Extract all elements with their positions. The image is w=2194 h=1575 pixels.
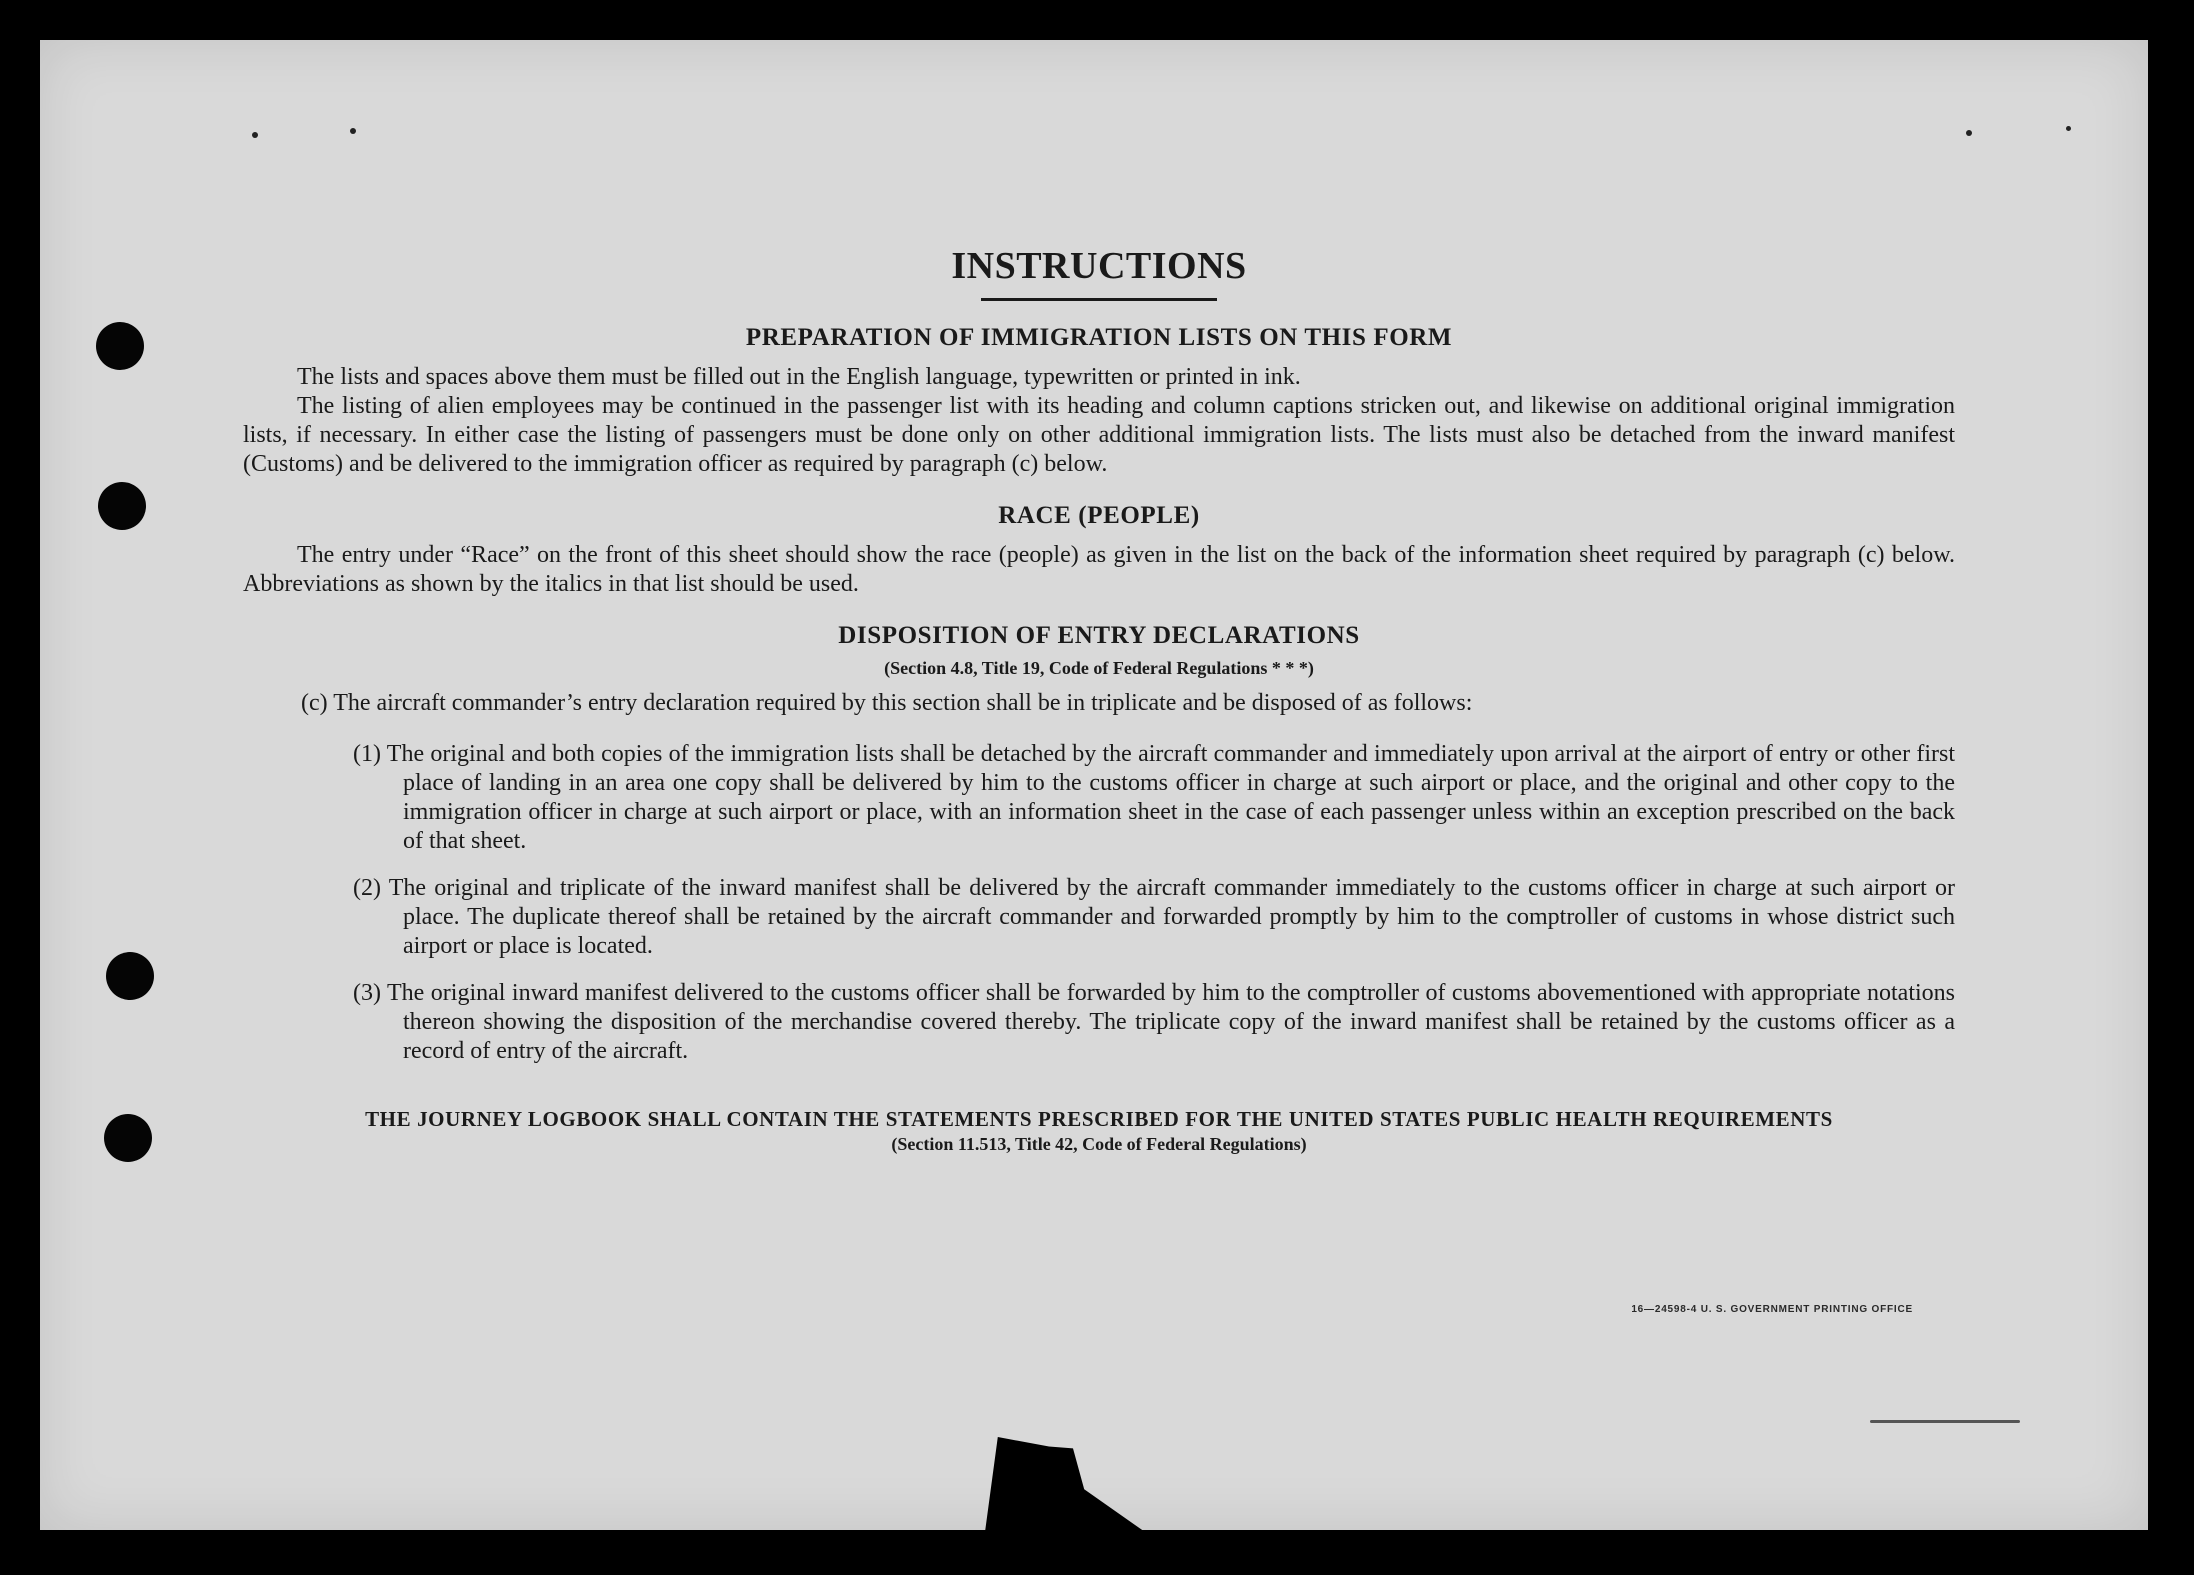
preparation-paragraph-2: The listing of alien employees may be continued in the passenger list with its heading and column captions stricken out, and likewise on additional original immigration lists, if necessary. In either case the listing of passengers must be done only on other additional immigration lists. The lists must also be detached from the inward manifest (Customs) and be delivered to the immigration officer as required by paragraph (c) below.: [243, 393, 1955, 477]
preparation-paragraph-1: The lists and spaces above them must be filled out in the English language, typewritten or printed in ink.: [297, 364, 1301, 390]
document-sheet: [40, 40, 2148, 1530]
race-paragraph: The entry under “Race” on the front of this sheet should show the race (people) as given in the list on the back of the information sheet required by paragraph (c) below. Abbreviations as shown by the italics in that list should be used.: [243, 542, 1955, 597]
punch-hole: [104, 1114, 152, 1162]
subitem-2: (2) The original and triplicate of the inward manifest shall be delivered by the aircraft commander immediately to the customs officer in charge at such airport or place. The duplicate thereof shall be retained by the aircraft commander and forwarded promptly by him to the comptroller of customs in whose district such airport or place is located.: [353, 875, 1955, 959]
speck: [1870, 1420, 2020, 1423]
logbook-statement: THE JOURNEY LOGBOOK SHALL CONTAIN THE STATEMENTS PRESCRIBED FOR THE UNITED STATES PUBLIC HEALTH REQUIREMENTS: [365, 1107, 1833, 1131]
disposition-citation: (Section 4.8, Title 19, Code of Federal Regulations * * *): [884, 658, 1314, 678]
subitem-1: (1) The original and both copies of the immigration lists shall be detached by the aircraft commander and immediately upon arrival at the airport of entry or other first place of landing in an area one copy shall be delivered by him to the customs officer in charge at such airport or place, and the original and other copy to the immigration officer in charge at such airport or place, with an information sheet in the case of each passenger unless within an exception prescribed on the back of that sheet.: [353, 741, 1955, 854]
subitem-3: (3) The original inward manifest delivered to the customs officer shall be forwarded by him to the comptroller of customs abovementioned with appropriate notations thereon showing the disposition of the merchandise covered thereby. The triplicate copy of the inward manifest shall be retained by the customs officer as a record of entry of the aircraft.: [353, 980, 1955, 1064]
race-heading: RACE (PEOPLE): [998, 502, 1200, 529]
speck: [1966, 130, 1972, 136]
speck: [252, 132, 258, 138]
printing-office-mark: 16—24598-4 U. S. GOVERNMENT PRINTING OFFICE: [1631, 1304, 1913, 1315]
item-c: (c) The aircraft commander’s entry declaration required by this section shall be in triplicate and be disposed of as follows:: [301, 690, 1473, 716]
speck: [2066, 126, 2071, 131]
punch-hole: [98, 482, 146, 530]
speck: [350, 128, 356, 134]
title-underline: [981, 298, 1217, 301]
preparation-heading: PREPARATION OF IMMIGRATION LISTS ON THIS FORM: [745, 324, 1453, 351]
instructions-content: [243, 240, 1955, 1156]
disposition-heading: DISPOSITION OF ENTRY DECLARATIONS: [838, 622, 1360, 649]
punch-hole: [96, 322, 144, 370]
logbook-citation: (Section 11.513, Title 42, Code of Federal Regulations): [891, 1134, 1307, 1154]
document-title: INSTRUCTIONS: [951, 245, 1247, 287]
punch-hole: [106, 952, 154, 1000]
torn-edge: [985, 1437, 1145, 1532]
